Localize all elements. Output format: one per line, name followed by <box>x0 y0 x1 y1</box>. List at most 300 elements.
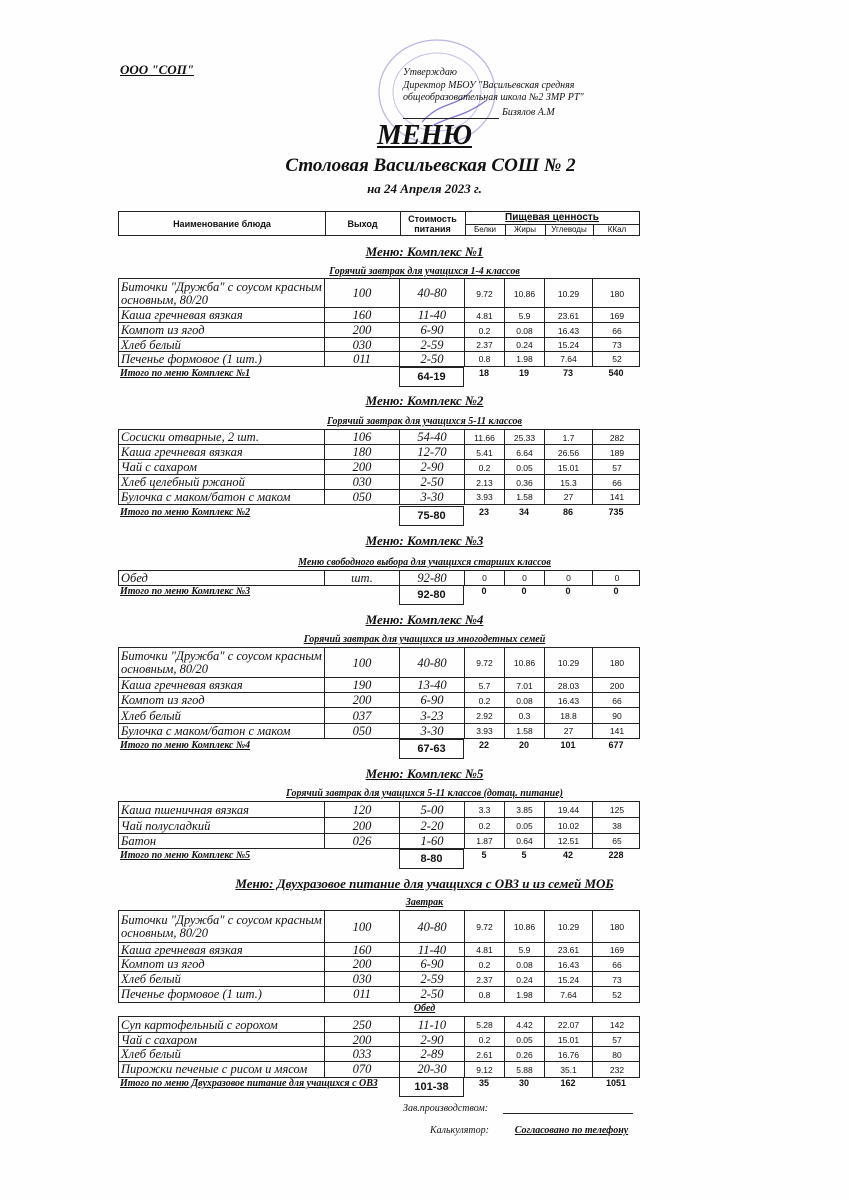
fats-cell: 1.98 <box>505 987 545 1002</box>
fats-cell: 5.88 <box>505 1062 545 1077</box>
dish-name-cell: Булочка с маком/батон с маком <box>119 490 325 504</box>
calculator-label: Калькулятор: <box>430 1125 489 1136</box>
dish-name-cell: Хлеб белый <box>119 708 325 724</box>
cost-cell: 2-50 <box>400 987 465 1002</box>
output-cell: 200 <box>325 818 400 834</box>
carbs-cell: 16.43 <box>545 693 593 708</box>
proteins-cell: 5.28 <box>465 1017 505 1033</box>
total-label: Итого по меню Комплекс №5 <box>120 850 251 861</box>
proteins-cell: 9.72 <box>465 911 505 943</box>
carbs-cell: 12.51 <box>545 834 593 848</box>
proteins-cell: 0.2 <box>465 460 505 475</box>
total-proteins: 35 <box>478 1078 489 1088</box>
carbs-cell: 15.24 <box>545 338 593 352</box>
carbs-cell: 15.24 <box>545 972 593 987</box>
output-cell: 050 <box>325 724 400 738</box>
total-kcal: 228 <box>608 850 624 860</box>
total-carbs: 162 <box>560 1078 576 1088</box>
dish-name-cell: Сосиски отварные, 2 шт. <box>119 430 325 445</box>
fats-cell: 1.58 <box>505 490 545 504</box>
dish-name-cell: Обед <box>119 571 325 585</box>
table-row <box>118 910 640 943</box>
carbs-cell: 1.7 <box>545 430 593 445</box>
proteins-cell: 2.37 <box>465 972 505 987</box>
total-label: Итого по меню Комплекс №4 <box>120 740 251 751</box>
dish-name-cell: Каша гречневая вязкая <box>119 445 325 460</box>
output-cell: 200 <box>325 957 400 972</box>
table-row <box>118 956 640 972</box>
proteins-cell: 0 <box>465 571 505 585</box>
output-cell: 190 <box>325 678 400 693</box>
total-row <box>118 368 640 388</box>
dish-name-cell: Чай с сахаром <box>119 460 325 475</box>
output-cell: 033 <box>325 1047 400 1062</box>
section-subtitle-lunch: Обед <box>413 1003 436 1014</box>
fats-cell: 3.85 <box>505 802 545 818</box>
section-title: Меню: Комплекс №4 <box>365 612 484 627</box>
carbs-cell: 16.43 <box>545 323 593 338</box>
kcal-cell: 141 <box>609 726 625 736</box>
carbs-cell: 0 <box>545 571 593 585</box>
fats-cell: 5.9 <box>505 943 545 957</box>
cost-cell: 40-80 <box>400 648 465 678</box>
dish-name-cell: Батон <box>119 834 325 848</box>
proteins-cell: 0.8 <box>465 352 505 366</box>
section-subtitle: Горячий завтрак для учащихся 5-11 классов (дотац. питание) <box>286 788 563 799</box>
carbs-cell: 26.56 <box>545 445 593 460</box>
total-proteins: 22 <box>478 740 489 750</box>
carbs-cell: 35.1 <box>545 1062 593 1077</box>
section-subtitle: Меню свободного выбора для учащихся старших классов <box>298 557 551 568</box>
table-row <box>118 723 640 739</box>
carbs-cell: 16.76 <box>545 1047 593 1062</box>
dish-name-cell: Печенье формовое (1 шт.) <box>119 987 325 1002</box>
fats-cell: 0 <box>505 571 545 585</box>
kcal-cell: 282 <box>609 432 625 443</box>
cost-cell: 2-59 <box>400 338 465 352</box>
kcal-cell: 90 <box>612 711 622 721</box>
output-cell: 011 <box>325 352 400 366</box>
cost-cell: 13-40 <box>400 678 465 693</box>
output-cell: 037 <box>325 708 400 724</box>
header-kcal: ККал <box>607 225 627 234</box>
cost-cell: 2-90 <box>400 460 465 475</box>
section-title: Меню: Двухразовое питание для учащихся с ОВЗ и из семей МОБ <box>235 876 614 891</box>
approval-line-2: Директор МБОУ "Васильевская средняя <box>403 79 575 91</box>
header-output: Выход <box>325 212 401 235</box>
kcal-cell: 180 <box>609 658 625 668</box>
proteins-cell: 0.2 <box>465 818 505 834</box>
proteins-cell: 4.81 <box>465 943 505 957</box>
output-cell: 160 <box>325 308 400 323</box>
total-row <box>118 507 640 527</box>
canteen-name: Столовая Васильевская СОШ № 2 <box>285 155 576 176</box>
kcal-cell: 141 <box>609 492 625 502</box>
proteins-cell: 2.37 <box>465 338 505 352</box>
dish-name-cell: Хлеб белый <box>119 338 325 352</box>
output-cell: 160 <box>325 943 400 957</box>
approval-line-1: Утверждаю <box>403 67 457 78</box>
fats-cell: 5.9 <box>505 308 545 323</box>
total-fats: 30 <box>518 1078 529 1088</box>
total-fats: 0 <box>521 586 527 596</box>
kcal-cell: 73 <box>612 974 622 985</box>
fats-cell: 0.24 <box>505 338 545 352</box>
proteins-cell: 3.93 <box>465 724 505 738</box>
proteins-cell: 3.3 <box>465 802 505 818</box>
kcal-cell: 57 <box>612 462 622 473</box>
total-label: Итого по меню Двухразовое питание для учащихся с ОВЗ <box>120 1078 378 1089</box>
production-signature-line <box>503 1113 633 1114</box>
menu-date: на 24 Апреля 2023 г. <box>367 181 482 196</box>
carbs-cell: 22.07 <box>545 1017 593 1033</box>
fats-cell: 10.86 <box>505 648 545 678</box>
total-cost: 75-80 <box>399 506 464 526</box>
table-row <box>118 707 640 724</box>
total-fats: 5 <box>521 850 527 860</box>
header-proteins: Белки <box>465 224 506 235</box>
kcal-cell: 232 <box>609 1064 625 1075</box>
dish-name-cell: Компот из ягод <box>119 957 325 972</box>
kcal-cell: 169 <box>609 310 625 321</box>
table-row <box>118 986 640 1003</box>
fats-cell: 25.33 <box>505 430 545 445</box>
kcal-cell: 142 <box>609 1020 625 1030</box>
table-row <box>118 474 640 490</box>
header-nutrition: Пищевая ценность <box>465 212 639 225</box>
fats-cell: 0.08 <box>505 957 545 972</box>
output-cell: 250 <box>325 1017 400 1033</box>
total-kcal: 1051 <box>605 1078 627 1088</box>
dish-name-cell: Булочка с маком/батон с маком <box>119 724 325 738</box>
carbs-cell: 28.03 <box>545 678 593 693</box>
fats-cell: 1.98 <box>505 352 545 366</box>
output-cell: 030 <box>325 475 400 490</box>
approval-line-3: общеобразовательная школа №2 ЗМР РТ" <box>403 92 584 103</box>
table-row <box>118 351 640 367</box>
dish-name-cell: Каша гречневая вязкая <box>119 943 325 957</box>
table-row <box>118 337 640 352</box>
kcal-cell: 180 <box>609 922 625 932</box>
cost-cell: 1-60 <box>400 834 465 848</box>
director-name: Бизялов А.М <box>502 107 555 118</box>
kcal-cell: 52 <box>612 354 622 364</box>
section-subtitle: Горячий завтрак для учащихся 5-11 классов <box>326 416 523 427</box>
carbs-cell: 19.44 <box>545 802 593 818</box>
carbs-cell: 23.61 <box>545 943 593 957</box>
total-carbs: 86 <box>562 507 573 517</box>
kcal-cell: 57 <box>612 1035 622 1045</box>
table-row <box>118 971 640 987</box>
kcal-cell: 65 <box>612 836 622 846</box>
proteins-cell: 9.72 <box>465 648 505 678</box>
total-carbs: 101 <box>560 740 576 750</box>
proteins-cell: 0.2 <box>465 323 505 338</box>
total-fats: 19 <box>518 368 529 378</box>
cost-cell: 3-30 <box>400 490 465 504</box>
fats-cell: 4.42 <box>505 1017 545 1033</box>
kcal-cell: 200 <box>609 680 625 691</box>
cost-cell: 5-00 <box>400 802 465 818</box>
table-row <box>118 429 640 445</box>
total-carbs: 73 <box>562 368 573 378</box>
output-cell: 200 <box>325 323 400 338</box>
proteins-cell: 3.93 <box>465 490 505 504</box>
proteins-cell: 0.2 <box>465 957 505 972</box>
proteins-cell: 5.41 <box>465 445 505 460</box>
dish-name-cell: Хлеб белый <box>119 1047 325 1062</box>
proteins-cell: 2.92 <box>465 708 505 724</box>
kcal-cell: 66 <box>612 959 622 970</box>
section-subtitle: Горячий завтрак для учащихся из многодетных семей <box>303 634 546 645</box>
table-row <box>118 444 640 460</box>
fats-cell: 10.86 <box>505 911 545 943</box>
proteins-cell: 1.87 <box>465 834 505 848</box>
dish-name-cell: Печенье формовое (1 шт.) <box>119 352 325 366</box>
carbs-cell: 27 <box>545 490 593 504</box>
approval-block <box>403 67 584 105</box>
kcal-cell: 38 <box>612 821 622 831</box>
carbs-cell: 10.29 <box>545 648 593 678</box>
kcal-cell: 189 <box>609 447 625 458</box>
cost-cell: 11-40 <box>400 308 465 323</box>
output-cell: 200 <box>325 460 400 475</box>
proteins-cell: 0.2 <box>465 693 505 708</box>
dish-name-cell: Пирожки печеные с рисом и мясом <box>119 1062 325 1077</box>
carbs-cell: 23.61 <box>545 308 593 323</box>
cost-cell: 92-80 <box>400 571 465 585</box>
dish-name-cell: Хлеб белый <box>119 972 325 987</box>
table-row <box>118 817 640 834</box>
output-cell: шт. <box>325 571 400 585</box>
total-kcal: 735 <box>608 507 624 517</box>
output-cell: 200 <box>325 1033 400 1047</box>
cost-cell: 2-89 <box>400 1047 465 1062</box>
carbs-cell: 15.01 <box>545 1033 593 1047</box>
total-cost: 92-80 <box>399 585 464 605</box>
section-title: Меню: Комплекс №1 <box>365 244 484 259</box>
dish-name-cell: Компот из ягод <box>119 693 325 708</box>
cost-cell: 12-70 <box>400 445 465 460</box>
header-cost: Стоимость питания <box>400 212 466 235</box>
output-cell: 100 <box>325 911 400 943</box>
proteins-cell: 0.2 <box>465 1033 505 1047</box>
total-label: Итого по меню Комплекс №2 <box>120 507 251 518</box>
dish-name-cell: Хлеб целебный ржаной <box>119 475 325 490</box>
proteins-cell: 2.61 <box>465 1047 505 1062</box>
cost-cell: 40-80 <box>400 279 465 308</box>
output-cell: 030 <box>325 338 400 352</box>
section-title: Меню: Комплекс №5 <box>365 766 484 781</box>
output-cell: 120 <box>325 802 400 818</box>
table-row <box>118 801 640 818</box>
kcal-cell: 66 <box>612 477 622 488</box>
section-subtitle: Завтрак <box>405 897 444 908</box>
kcal-cell: 80 <box>612 1049 622 1060</box>
cost-cell: 3-30 <box>400 724 465 738</box>
dish-name-cell: Компот из ягод <box>119 323 325 338</box>
fats-cell: 0.3 <box>505 708 545 724</box>
total-carbs: 42 <box>562 850 573 860</box>
fats-cell: 1.58 <box>505 724 545 738</box>
table-row <box>118 1046 640 1062</box>
table-row <box>118 647 640 678</box>
table-row <box>118 1016 640 1033</box>
output-cell: 070 <box>325 1062 400 1077</box>
output-cell: 106 <box>325 430 400 445</box>
kcal-cell: 169 <box>609 945 625 955</box>
cost-cell: 2-20 <box>400 818 465 834</box>
carbs-cell: 10.02 <box>545 818 593 834</box>
fats-cell: 0.08 <box>505 323 545 338</box>
total-carbs: 0 <box>565 586 571 596</box>
dish-name-cell: Суп картофельный с горохом <box>119 1017 325 1033</box>
fats-cell: 0.24 <box>505 972 545 987</box>
calculator-value: Согласовано по телефону <box>514 1125 629 1136</box>
total-label: Итого по меню Комплекс №3 <box>120 586 251 597</box>
table-row <box>118 833 640 849</box>
fats-cell: 0.05 <box>505 1033 545 1047</box>
cost-cell: 11-40 <box>400 943 465 957</box>
production-label: Зав.производством: <box>403 1103 489 1114</box>
total-row <box>118 740 640 760</box>
header-carbs: Углеводы <box>545 224 594 235</box>
dish-name-cell: Биточки "Дружба" с соусом красным основным, 80/20 <box>119 279 325 308</box>
output-cell: 026 <box>325 834 400 848</box>
total-cost: 8-80 <box>399 849 464 869</box>
proteins-cell: 9.12 <box>465 1062 505 1077</box>
dish-name-cell: Каша пшеничная вязкая <box>119 802 325 818</box>
carbs-cell: 27 <box>545 724 593 738</box>
section-title: Меню: Комплекс №3 <box>365 533 484 548</box>
carbs-cell: 7.64 <box>545 987 593 1002</box>
total-cost: 101-38 <box>399 1077 464 1097</box>
output-cell: 200 <box>325 693 400 708</box>
table-row <box>118 942 640 957</box>
dish-name-cell: Биточки "Дружба" с соусом красным основным, 80/20 <box>119 648 325 678</box>
dish-name-cell: Каша гречневая вязкая <box>119 308 325 323</box>
cost-cell: 54-40 <box>400 430 465 445</box>
fats-cell: 0.08 <box>505 693 545 708</box>
kcal-cell: 125 <box>609 805 625 815</box>
total-proteins: 0 <box>481 586 487 596</box>
total-cost: 64-19 <box>399 367 464 387</box>
cost-cell: 6-90 <box>400 693 465 708</box>
table-header <box>118 211 640 236</box>
cost-cell: 6-90 <box>400 323 465 338</box>
page-title: МЕНЮ <box>377 120 472 151</box>
total-cost: 67-63 <box>399 739 464 759</box>
carbs-cell: 10.29 <box>545 279 593 308</box>
table-row <box>118 677 640 693</box>
cost-cell: 20-30 <box>400 1062 465 1077</box>
table-row <box>118 278 640 308</box>
total-label: Итого по меню Комплекс №1 <box>120 368 251 379</box>
kcal-cell: 66 <box>612 325 622 336</box>
output-cell: 100 <box>325 279 400 308</box>
cost-cell: 2-50 <box>400 475 465 490</box>
total-proteins: 5 <box>481 850 487 860</box>
output-cell: 030 <box>325 972 400 987</box>
carbs-cell: 7.64 <box>545 352 593 366</box>
total-fats: 34 <box>518 507 529 517</box>
cost-cell: 3-23 <box>400 708 465 724</box>
dish-name-cell: Чай с сахаром <box>119 1033 325 1047</box>
proteins-cell: 4.81 <box>465 308 505 323</box>
dish-name-cell: Биточки "Дружба" с соусом красным основным, 80/20 <box>119 911 325 943</box>
table-row <box>118 570 640 586</box>
total-row <box>118 1078 640 1098</box>
cost-cell: 6-90 <box>400 957 465 972</box>
carbs-cell: 18.8 <box>545 708 593 724</box>
section-title: Меню: Комплекс №2 <box>365 393 484 408</box>
kcal-cell: 66 <box>612 695 622 706</box>
total-proteins: 23 <box>478 507 489 517</box>
table-row <box>118 322 640 338</box>
output-cell: 100 <box>325 648 400 678</box>
fats-cell: 7.01 <box>505 678 545 693</box>
table-row <box>118 692 640 708</box>
total-row <box>118 586 640 606</box>
table-row <box>118 307 640 323</box>
cost-cell: 2-59 <box>400 972 465 987</box>
signature-line <box>403 118 499 119</box>
output-cell: 050 <box>325 490 400 504</box>
fats-cell: 0.36 <box>505 475 545 490</box>
section-subtitle: Горячий завтрак для учащихся 1-4 классов <box>329 266 520 277</box>
cost-cell: 2-90 <box>400 1033 465 1047</box>
header-dish: Наименование блюда <box>119 212 326 235</box>
carbs-cell: 16.43 <box>545 957 593 972</box>
table-row <box>118 1061 640 1078</box>
table-row <box>118 489 640 505</box>
total-kcal: 0 <box>613 586 619 596</box>
carbs-cell: 15.3 <box>545 475 593 490</box>
carbs-cell: 15.01 <box>545 460 593 475</box>
proteins-cell: 0.8 <box>465 987 505 1002</box>
fats-cell: 0.05 <box>505 818 545 834</box>
proteins-cell: 2.13 <box>465 475 505 490</box>
header-fats: Жиры <box>505 224 546 235</box>
fats-cell: 0.64 <box>505 834 545 848</box>
table-row <box>118 1032 640 1047</box>
proteins-cell: 9.72 <box>465 279 505 308</box>
kcal-cell: 180 <box>609 288 625 299</box>
fats-cell: 6.64 <box>505 445 545 460</box>
proteins-cell: 11.66 <box>465 430 505 445</box>
kcal-cell: 73 <box>612 340 622 350</box>
total-kcal: 677 <box>608 740 624 750</box>
output-cell: 011 <box>325 987 400 1002</box>
dish-name-cell: Каша гречневая вязкая <box>119 678 325 693</box>
total-row <box>118 850 640 870</box>
proteins-cell: 5.7 <box>465 678 505 693</box>
fats-cell: 0.26 <box>505 1047 545 1062</box>
dish-name-cell: Чай полусладкий <box>119 818 325 834</box>
fats-cell: 0.05 <box>505 460 545 475</box>
cost-cell: 40-80 <box>400 911 465 943</box>
total-proteins: 18 <box>478 368 489 378</box>
fats-cell: 10.86 <box>505 279 545 308</box>
kcal-cell: 52 <box>612 989 622 1000</box>
organization-name: ООО "СОП" <box>120 62 195 77</box>
total-fats: 20 <box>518 740 529 750</box>
header-nutrition-group <box>465 212 639 235</box>
output-cell: 180 <box>325 445 400 460</box>
cost-cell: 11-10 <box>400 1017 465 1033</box>
total-kcal: 540 <box>608 368 624 378</box>
carbs-cell: 10.29 <box>545 911 593 943</box>
